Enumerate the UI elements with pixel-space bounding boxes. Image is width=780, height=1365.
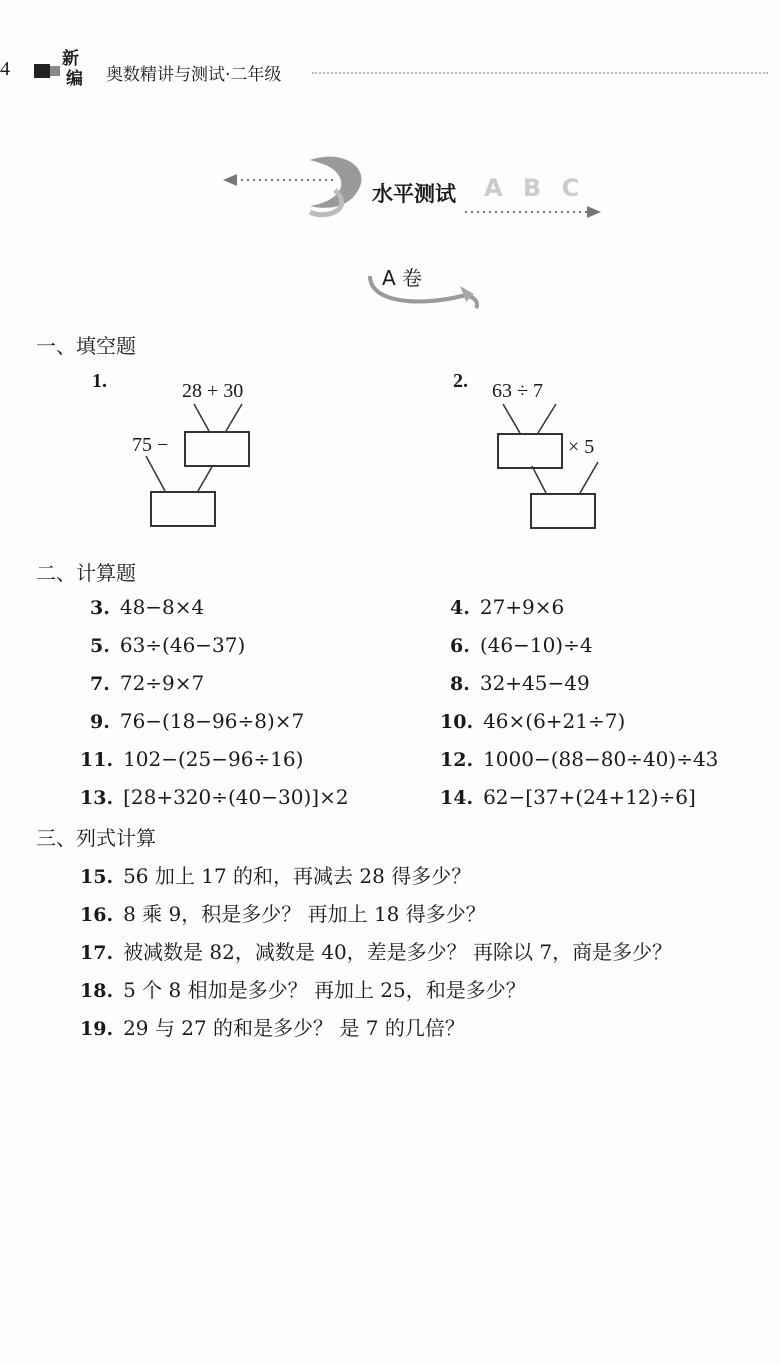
calc-expression: [28+320÷(40−30)]×2 — [123, 785, 349, 809]
diagram2-answer-box-2[interactable] — [530, 493, 596, 529]
question-number-1: 1. — [92, 370, 107, 392]
logo-char-1: 新 — [62, 49, 79, 69]
calc-number: 10. — [440, 711, 474, 733]
calc-number: 12. — [440, 749, 474, 771]
page-number: 4 — [0, 58, 10, 80]
word-problem — [80, 936, 672, 965]
calc-number: 6. — [450, 635, 470, 657]
problem-number: 15. — [80, 866, 114, 888]
calc-item — [90, 671, 204, 695]
calc-number: 13. — [80, 787, 114, 809]
problem-text: 5 个 8 相加是多少？ 再加上 25，和是多少？ — [123, 978, 526, 1002]
calc-item — [440, 785, 696, 809]
problem-number: 17. — [80, 942, 114, 964]
question-number-2: 2. — [453, 370, 468, 392]
calc-expression: 62−[37+(24+12)÷6] — [483, 785, 696, 809]
calc-expression: 27+9×6 — [479, 595, 565, 619]
calc-number: 8. — [450, 673, 470, 695]
calc-number: 7. — [90, 673, 110, 695]
calc-expression: 72÷9×7 — [119, 671, 205, 695]
calc-number: 5. — [90, 635, 110, 657]
section-heading-word-problems: 三、列式计算 — [36, 826, 156, 850]
word-problem — [80, 974, 526, 1003]
calc-item — [80, 785, 349, 809]
calc-expression: 48−8×4 — [119, 595, 205, 619]
diagram1-side-expression: 75 − — [132, 434, 169, 456]
diagram2-answer-box-1[interactable] — [497, 433, 563, 469]
calc-item — [90, 595, 204, 619]
section-heading-calculation: 二、计算题 — [36, 561, 136, 585]
problem-number: 18. — [80, 980, 114, 1002]
logo-char-2: 编 — [66, 69, 83, 89]
diagram2-top-expression: 63 ÷ 7 — [492, 380, 543, 402]
diagram2-side-expression: × 5 — [568, 436, 595, 458]
calc-item — [440, 747, 718, 771]
problem-text: 被减数是 82，减数是 40，差是多少？ 再除以 7，商是多少？ — [123, 940, 673, 964]
calc-number: 14. — [440, 787, 474, 809]
word-problem — [80, 1012, 465, 1041]
book-title: 奥数精讲与测试·二年级 — [106, 65, 282, 85]
problem-number: 16. — [80, 904, 114, 926]
problem-text: 56 加上 17 的和，再减去 28 得多少？ — [123, 864, 472, 888]
calc-expression: 63÷(46−37) — [119, 633, 246, 657]
section-banner-title: 水平测试 — [372, 182, 456, 206]
calc-expression: (46−10)÷4 — [479, 633, 593, 657]
calc-number: 4. — [450, 597, 470, 619]
calc-expression: 76−(18−96÷8)×7 — [119, 709, 305, 733]
calc-expression: 46×(6+21÷7) — [483, 709, 626, 733]
banner-abc-letters: A B C — [484, 174, 586, 202]
calc-number: 9. — [90, 711, 110, 733]
diagram1-top-expression: 28 + 30 — [182, 380, 244, 402]
calc-item — [450, 633, 593, 657]
calc-expression: 102−(25−96÷16) — [123, 747, 304, 771]
calc-item — [90, 633, 245, 657]
calc-item — [90, 709, 304, 733]
word-problem — [80, 898, 486, 927]
problem-text: 29 与 27 的和是多少？ 是 7 的几倍？ — [123, 1016, 465, 1040]
calc-expression: 32+45−49 — [479, 671, 590, 695]
calc-expression: 1000−(88−80÷40)÷43 — [483, 747, 719, 771]
calc-item — [80, 747, 303, 771]
paper-label: A 卷 — [382, 266, 423, 290]
calc-item — [450, 671, 590, 695]
word-problem — [80, 860, 471, 889]
calc-number: 11. — [80, 749, 114, 771]
problem-number: 19. — [80, 1018, 114, 1040]
section-heading-fill-blank: 一、填空题 — [36, 334, 136, 358]
calc-item — [450, 595, 564, 619]
problem-text: 8 乘 9，积是多少？ 再加上 18 得多少？ — [123, 902, 486, 926]
calc-number: 3. — [90, 597, 110, 619]
calc-item — [440, 709, 625, 733]
